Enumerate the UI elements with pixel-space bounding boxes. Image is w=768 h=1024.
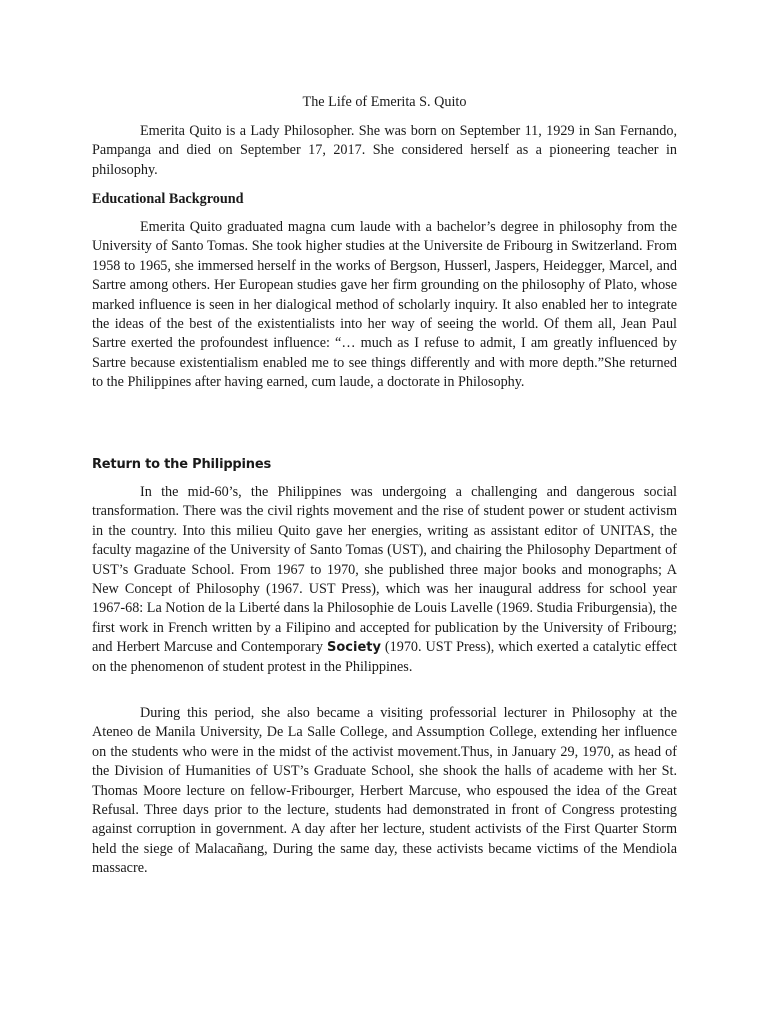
return-paragraph-text-2: (1970. UST Press), which exerted a catalytic effect on the phenomenon of student protest in the Philippines. — [92, 639, 677, 675]
document-page — [92, 0, 677, 1024]
heading-return-to-philippines: Return to the Philippines — [92, 457, 271, 472]
return-paragraph-text-1: In the mid-60’s, the Philippines was undergoing a challenging and dangerous social transformation. There was the civil rights movement and the rise of student power or student activism in the country. Into this milieu Quito gave her energies, writing as assistant editor of UNITAS, the faculty magazine of the University of Santo Tomas (UST), and chairing the Philosophy Department of UST’s Graduate School. From 1967 to 1970, she published three major books and monographs; A New Concept of Philosophy (1967. UST Press), which was her inaugural address for school year 1967-68: La Notion de la Liberté dans la Philosophie de Louis Lavelle (1969. Studia Friburgensia), the first work in French written by a Filipino and accepted for publication by the University of Fribourg; and Herbert Marcuse and Contemporary — [92, 484, 677, 656]
return-paragraph — [92, 483, 677, 677]
society-bold-word: Society — [326, 640, 381, 656]
document-title: The Life of Emerita S. Quito — [302, 94, 467, 110]
education-paragraph: Emerita Quito graduated magna cum laude with a bachelor’s degree in philosophy from the University of Santo Tomas. She took higher studies at the Universite de Fribourg in Switzerland. From 1958 to 1965, she immersed herself in the works of Bergson, Husserl, Jaspers, Heidegger, Marcel, and Sartre among others. Her European studies gave her firm grounding on the philosophy of Plato, whose marked influence is seen in her dialogical method of scholarly inquiry. It also enabled her to integrate the ideas of the best of the existentialists into her way of seeing the world. Of them all, Jean Paul Sartre exerted the profoundest influence: “… much as I refuse to admit, I am greatly influenced by Sartre because existentialism enabled me to see things differently and with more depth.”She returned to the Philippines after having earned, cum laude, a doctorate in Philosophy. — [92, 219, 677, 391]
heading-educational-background: Educational Background — [92, 191, 244, 207]
intro-paragraph: Emerita Quito is a Lady Philosopher. She was born on September 11, 1929 in San Fernando, Pampanga and died on September 17, 2017. She considered herself as a pioneering teacher in philosophy. — [92, 123, 677, 178]
lecturer-paragraph: During this period, she also became a visiting professorial lecturer in Philosophy at the Ateneo de Manila University, De La Salle College, and Assumption College, extending her influence on the students who were in the midst of the activist movement.Thus, in January 29, 1970, as head of the Division of Humanities of UST’s Graduate School, she shook the halls of academe with her St. Thomas Moore lecture on fellow-Fribourger, Herbert Marcuse, who espoused the idea of the Great Refusal. Three days prior to the lecture, students had demonstrated in front of Congress protesting against corruption in government. A day after her lecture, student activists of the First Quarter Storm held the siege of Malacañang, During the same day, these activists became victims of the Mendiola massacre. — [92, 705, 677, 877]
